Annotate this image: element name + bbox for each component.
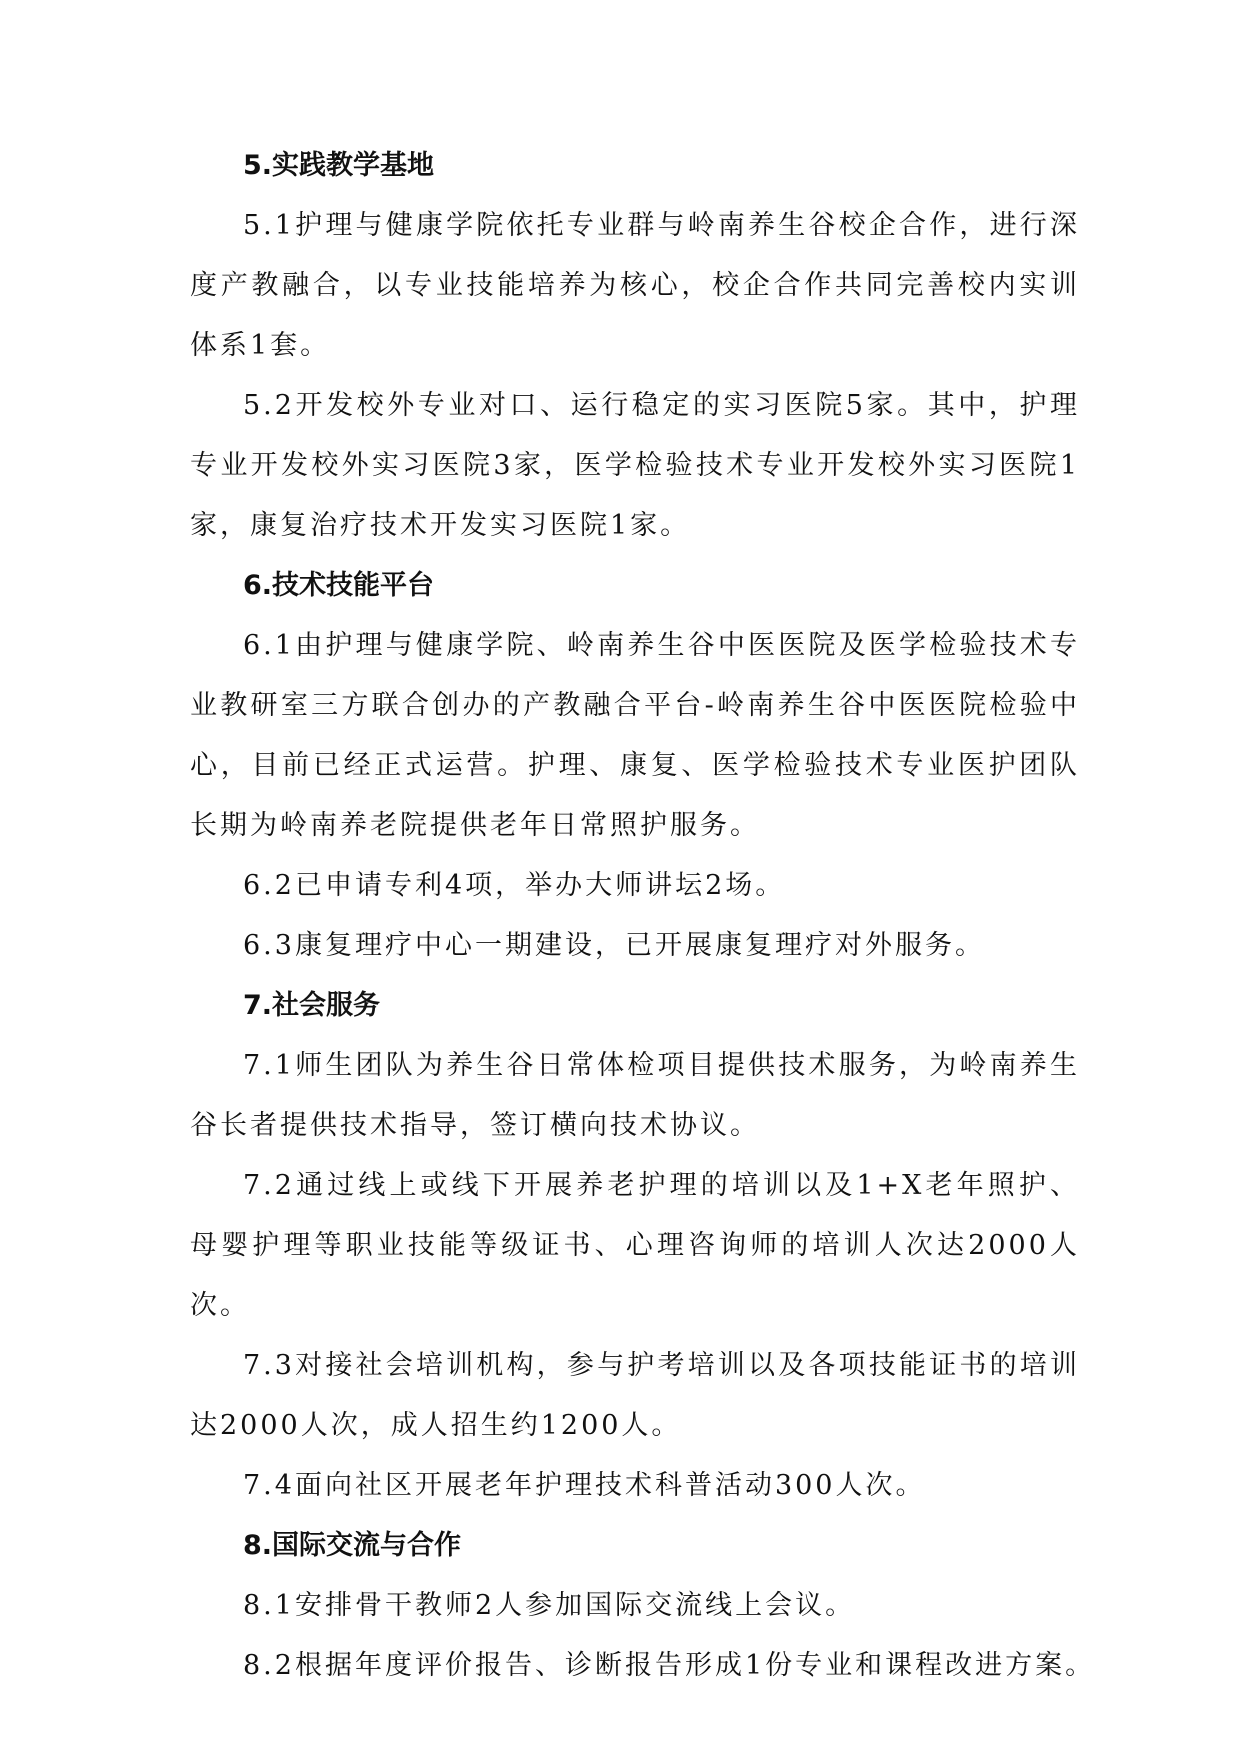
section-heading: 6.技术技能平台 (243, 570, 435, 601)
paragraph: 6.2已申请专利4项，举办大师讲坛2场。 (243, 870, 786, 901)
section-heading: 5.实践教学基地 (243, 150, 435, 181)
section-heading: 8.国际交流与合作 (243, 1530, 462, 1561)
section-practice-base (190, 136, 1080, 556)
section-tech-platform (190, 556, 1080, 976)
paragraph: 7.3对接社会培训机构，参与护考培训以及各项技能证书的培训达2000人次，成人招生约1200人。 (190, 1350, 1080, 1441)
section-social-service (190, 976, 1080, 1516)
paragraph: 7.2通过线上或线下开展养老护理的培训以及1+X老年照护、母婴护理等职业技能等级证书、心理咨询师的培训人次达2000人次。 (190, 1170, 1080, 1321)
paragraph: 8.2根据年度评价报告、诊断报告形成1份专业和课程改进方案。 (243, 1650, 1096, 1681)
paragraph: 8.1安排骨干教师2人参加国际交流线上会议。 (243, 1590, 856, 1621)
paragraph: 7.1师生团队为养生谷日常体检项目提供技术服务，为岭南养生谷长者提供技术指导，签订横向技术协议。 (190, 1050, 1080, 1141)
paragraph: 6.3康复理疗中心一期建设，已开展康复理疗对外服务。 (243, 930, 985, 961)
section-international (190, 1516, 1096, 1696)
paragraph: 5.2开发校外专业对口、运行稳定的实习医院5家。其中，护理专业开发校外实习医院3家，医学检验技术专业开发校外实习医院1家，康复治疗技术开发实习医院1家。 (190, 390, 1080, 541)
section-heading: 7.社会服务 (243, 990, 381, 1021)
paragraph: 6.1由护理与健康学院、岭南养生谷中医医院及医学检验技术专业教研室三方联合创办的产教融合平台-岭南养生谷中医医院检验中心，目前已经正式运营。护理、康复、医学检验技术专业医护团队长期为岭南养老院提供老年日常照护服务。 (190, 630, 1080, 841)
paragraph: 7.4面向社区开展老年护理技术科普活动300人次。 (243, 1470, 926, 1501)
paragraph: 5.1护理与健康学院依托专业群与岭南养生谷校企合作，进行深度产教融合，以专业技能培养为核心，校企合作共同完善校内实训体系1套。 (190, 210, 1080, 361)
